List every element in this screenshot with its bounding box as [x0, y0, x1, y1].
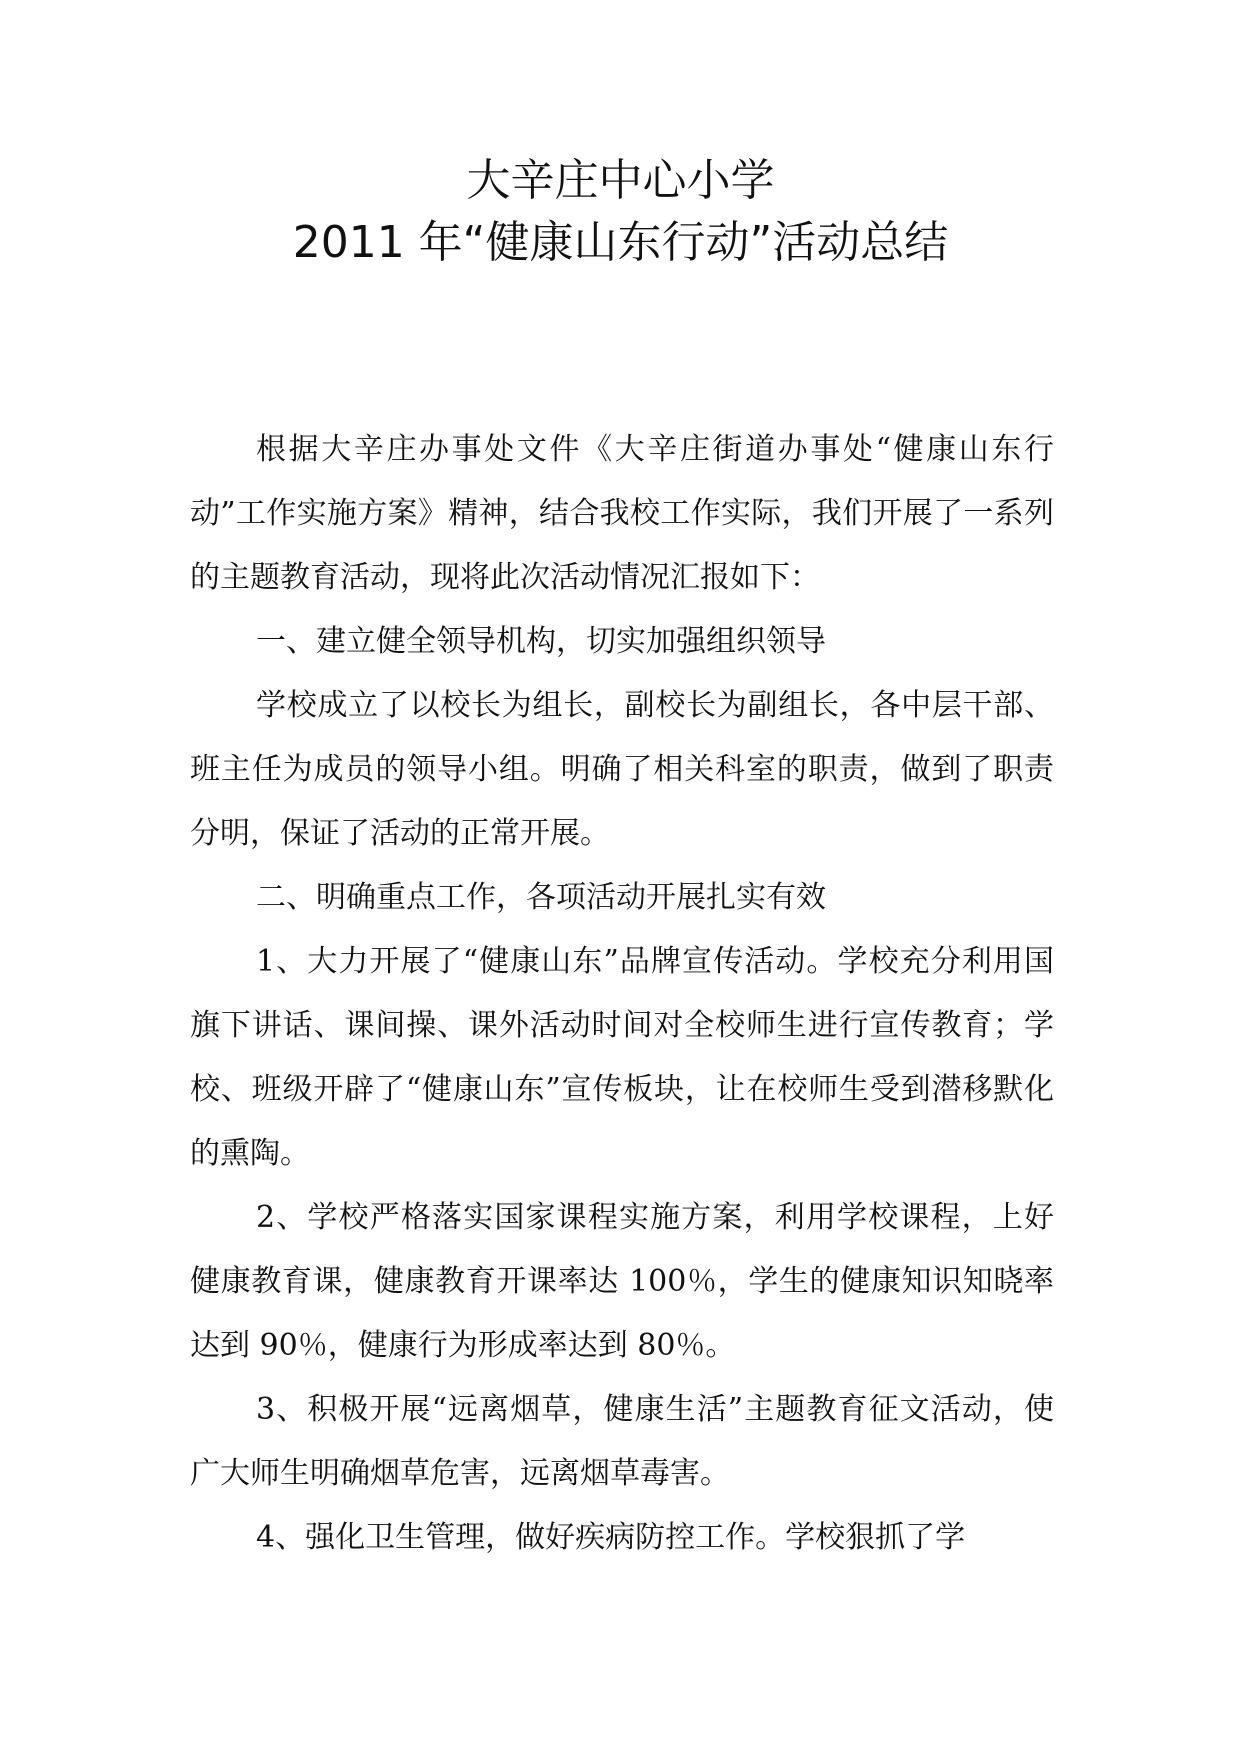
document-title — [0, 150, 1241, 274]
title-line-subject: 2011 年“健康山东行动”活动总结 — [292, 217, 949, 268]
paragraph-item-4: 4、强化卫生管理，做好疾病防控工作。学校狠抓了学 — [256, 1520, 966, 1555]
paragraph-item-3: 3、积极开展“远离烟草，健康生活”主题教育征文活动，使广大师生明确烟草危害，远离烟草毒害。 — [190, 1392, 1054, 1491]
paragraph-item-2: 2、学校严格落实国家课程实施方案，利用学校课程，上好健康教育课，健康教育开课率达 100％，学生的健康知识知晓率达到 90％，健康行为形成率达到 80％。 — [190, 1200, 1054, 1363]
document-body — [190, 418, 1054, 1570]
paragraph-leadership: 学校成立了以校长为组长，副校长为副组长，各中层干部、班主任为成员的领导小组。明确了相关科室的职责，做到了职责分明，保证了活动的正常开展。 — [190, 688, 1054, 851]
paragraph-item-1: 1、大力开展了“健康山东”品牌宣传活动。学校充分利用国旗下讲话、课间操、课外活动时间对全校师生进行宣传教育；学校、班级开辟了“健康山东”宣传板块，让在校师生受到潜移默化的熏陶。 — [190, 944, 1054, 1171]
section-heading-2: 二、明确重点工作，各项活动开展扎实有效 — [256, 880, 826, 915]
paragraph-intro: 根据大辛庄办事处文件《大辛庄街道办事处“健康山东行动”工作实施方案》精神，结合我校工作实际，我们开展了一系列的主题教育活动，现将此次活动情况汇报如下： — [190, 432, 1054, 595]
section-heading-1: 一、建立健全领导机构，切实加强组织领导 — [256, 624, 826, 659]
title-line-school: 大辛庄中心小学 — [466, 155, 775, 206]
